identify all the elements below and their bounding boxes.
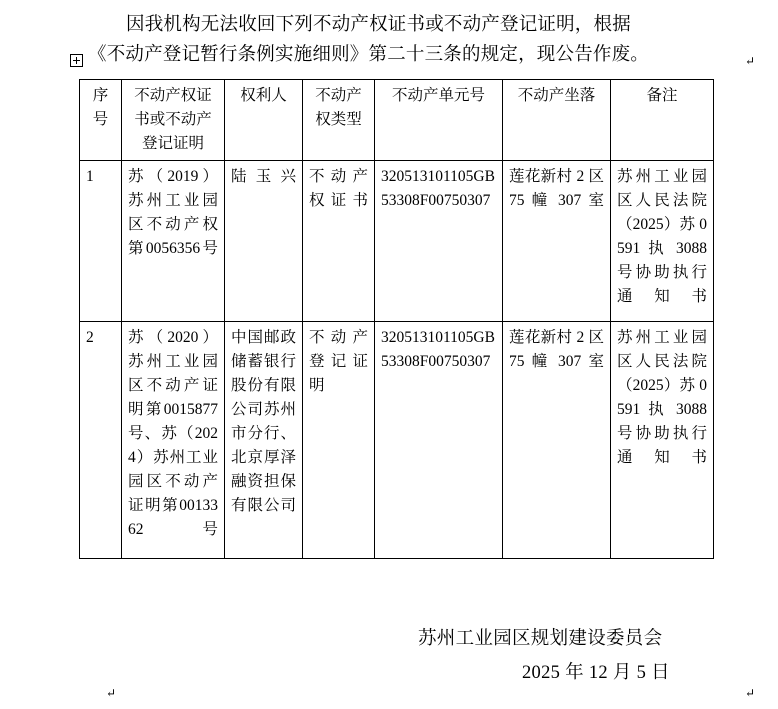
header-location: 不动产坐落 [503, 80, 611, 161]
issue-date: 2025 年 12 月 5 日 [522, 663, 670, 683]
intro-line-2: 《不动产登记暂行条例实施细则》第二十三条的规定，现公告作废。 [88, 45, 650, 65]
cell-type: 不动产权证书 [303, 161, 375, 322]
cell-type: 不动产登记证明 [303, 322, 375, 559]
cell-unit-number: 320513101105GB53308F00750307 [375, 161, 503, 322]
invalidated-certificates-table [79, 79, 714, 559]
header-index: 序号 [80, 80, 122, 161]
header-type: 不动产权类型 [303, 80, 375, 161]
cell-note: 苏州工业园区人民法院（2025）苏 0591 执 3088 号协助执行通知书 [611, 322, 714, 559]
cell-owner: 陆玉兴 [225, 161, 303, 322]
signature-block [418, 622, 670, 690]
header-unit-number: 不动产单元号 [375, 80, 503, 161]
paragraph-mark-top-right: ↵ [745, 54, 756, 68]
cell-unit-number: 320513101105GB53308F00750307 [375, 322, 503, 559]
cell-certificate: 苏（2019）苏州工业园区不动产权第0056356号 [122, 161, 225, 322]
paragraph-mark-bottom-right: ↵ [745, 686, 756, 700]
cell-index: 1 [80, 161, 122, 322]
issuing-organization: 苏州工业园区规划建设委员会 [418, 629, 663, 649]
cell-location: 莲花新村 2 区 75 幢 307 室 [503, 161, 611, 322]
paragraph-mark-bottom-left: ↵ [106, 686, 117, 700]
header-note: 备注 [611, 80, 714, 161]
header-owner: 权利人 [225, 80, 303, 161]
table-move-handle-icon[interactable] [70, 54, 83, 67]
header-certificate: 不动产权证书或不动产登记证明 [122, 80, 225, 161]
cell-note: 苏州工业园区人民法院（2025）苏 0591 执 3088 号协助执行通知书 [611, 161, 714, 322]
table-row [80, 161, 714, 322]
cell-location: 莲花新村 2 区 75 幢 307 室 [503, 322, 611, 559]
cell-owner: 中国邮政储蓄银行股份有限公司苏州市分行、北京厚泽融资担保有限公司 [225, 322, 303, 559]
table-row [80, 322, 714, 559]
intro-paragraph [88, 10, 710, 70]
cell-index: 2 [80, 322, 122, 559]
intro-line-1: 因我机构无法收回下列不动产权证书或不动产登记证明，根据 [126, 15, 631, 35]
cell-certificate: 苏（2020）苏州工业园区不动产证明第0015877号、苏（2024）苏州工业园区不动产证明第0013362号 [122, 322, 225, 559]
table-header-row [80, 80, 714, 161]
